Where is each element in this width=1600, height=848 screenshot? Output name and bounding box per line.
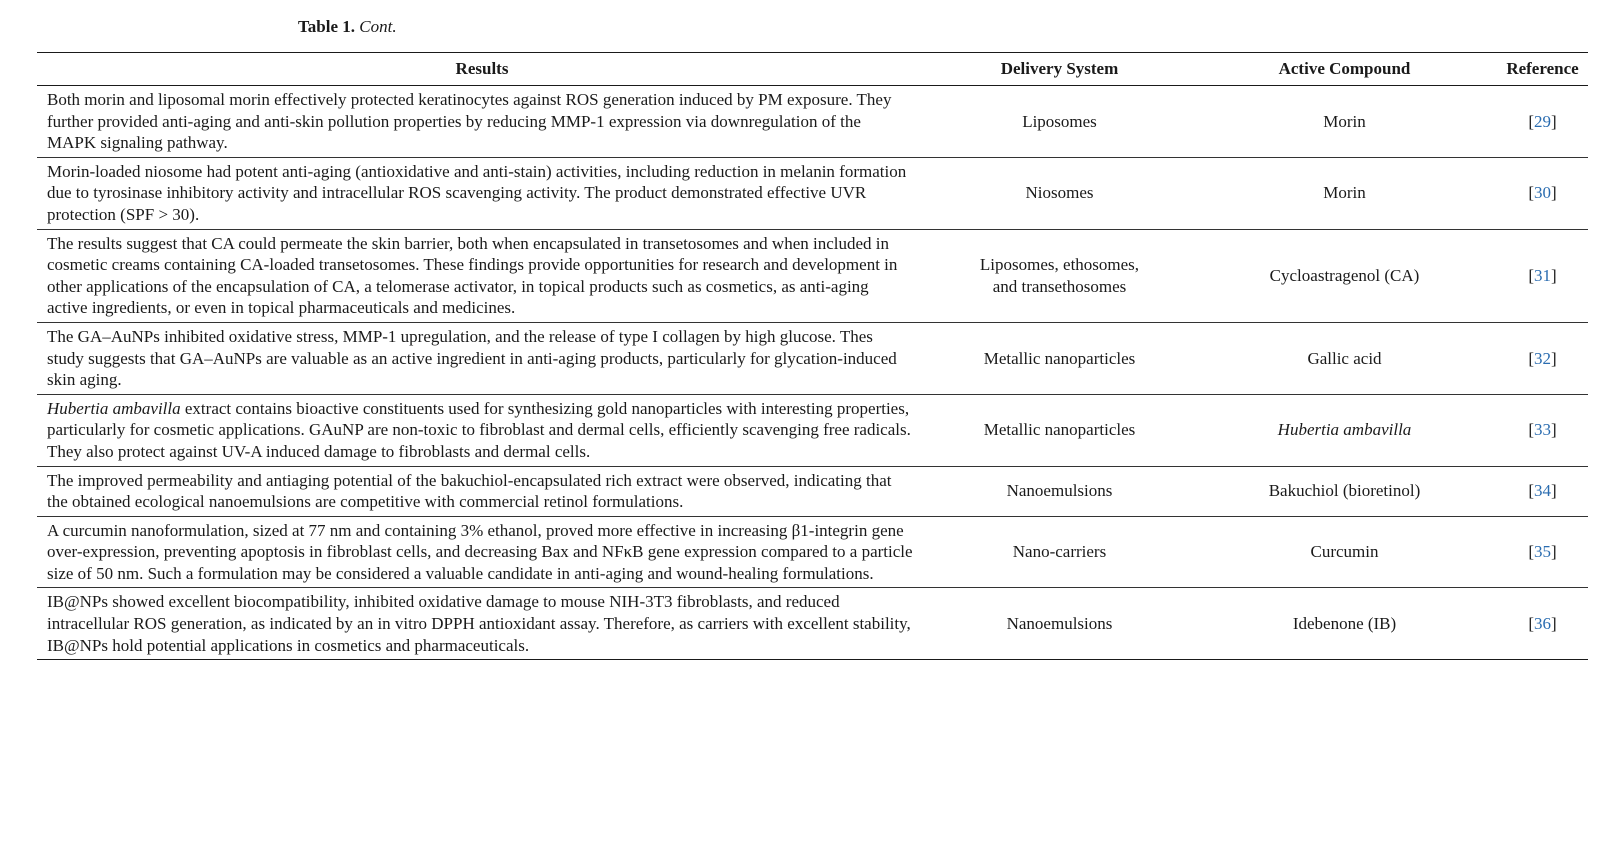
table-row	[37, 466, 1588, 516]
results-text: A curcumin nanoformulation, sized at 77 nm and containing 3% ethanol, proved more effective in increasing β1-integrin gene over-expression, preventing apoptosis in fibroblast cells, and decreasing Bax and NFκB gene expression compared to a particle size of 50 nm. Such a formulation may be considered a valuable candidate in anti-aging and wound-healing formulations.	[47, 520, 913, 583]
reference-close-bracket: ]	[1551, 614, 1557, 634]
header-delivery-system: Delivery System	[1000, 59, 1119, 79]
results-cell	[37, 86, 927, 158]
active-compound-text: Hubertia ambavilla	[1277, 420, 1412, 440]
table-caption	[298, 16, 397, 38]
reference-link[interactable]: 32	[1534, 348, 1551, 368]
reference-link[interactable]: 29	[1534, 111, 1551, 131]
results-species-name: Hubertia ambavilla	[47, 398, 181, 418]
results-cell	[37, 466, 927, 516]
active-compound-cell	[1192, 229, 1497, 322]
reference-cell	[1497, 466, 1588, 516]
results-cell	[37, 394, 927, 466]
reference-open-bracket: [	[1528, 183, 1534, 203]
delivery-system-text-line2: and transethosomes	[992, 276, 1127, 296]
reference-open-bracket: [	[1528, 265, 1534, 285]
header-active-compound: Active Compound	[1278, 59, 1411, 79]
active-compound-cell	[1192, 466, 1497, 516]
delivery-system-cell	[927, 229, 1192, 322]
active-compound-cell	[1192, 516, 1497, 588]
results-text: Both morin and liposomal morin effectively protected keratinocytes against ROS generation induced by PM exposure. They further provided anti-aging and anti-skin pollution properties by reducing MMP-1 expression via downregulation of the MAPK signaling pathway.	[47, 90, 892, 153]
reference-open-bracket: [	[1528, 111, 1534, 131]
reference-link[interactable]: 33	[1534, 420, 1551, 440]
header-reference: Reference	[1506, 59, 1579, 79]
table-row	[37, 229, 1588, 322]
delivery-system-cell	[927, 466, 1192, 516]
results-table	[37, 52, 1588, 660]
active-compound-cell	[1192, 157, 1497, 229]
delivery-system-text: Metallic nanoparticles	[983, 420, 1136, 440]
header-row	[37, 53, 1588, 86]
reference-close-bracket: ]	[1551, 420, 1557, 440]
reference-cell	[1497, 322, 1588, 394]
delivery-system-cell	[927, 86, 1192, 158]
results-text: The GA–AuNPs inhibited oxidative stress, MMP-1 upregulation, and the release of type I collagen by high glucose. Thes study suggests that GA–AuNPs are valuable as an active ingredient in anti-aging products, particularly for glycation-induced skin aging.	[47, 326, 897, 390]
results-cell	[37, 588, 927, 660]
delivery-system-text: Liposomes, ethosomes,	[979, 255, 1140, 275]
results-text: The results suggest that CA could permeate the skin barrier, both when encapsulated in transetosomes and when included in cosmetic creams containing CA-loaded transetosomes. These findings provide opportunities for research and development in other applications of the encapsulation of CA, a telomerase activator, in topical products such as cosmetics, as anti-aging active ingredients, or even in topical pharmaceuticals and medicines.	[47, 233, 898, 318]
active-compound-text: Gallic acid	[1307, 348, 1382, 368]
table-row	[37, 516, 1588, 588]
table-row	[37, 394, 1588, 466]
active-compound-text: Bakuchiol (bioretinol)	[1268, 481, 1421, 501]
reference-link[interactable]: 36	[1534, 614, 1551, 634]
reference-link[interactable]: 35	[1534, 542, 1551, 562]
table-caption-label: Table 1.	[298, 17, 356, 36]
results-cell	[37, 516, 927, 588]
results-cell	[37, 322, 927, 394]
reference-close-bracket: ]	[1551, 348, 1557, 368]
delivery-system-text: Nano-carriers	[1012, 542, 1107, 562]
active-compound-cell	[1192, 86, 1497, 158]
active-compound-cell	[1192, 322, 1497, 394]
active-compound-text: Morin	[1323, 183, 1366, 203]
delivery-system-text: Liposomes	[1022, 111, 1097, 131]
reference-close-bracket: ]	[1551, 481, 1557, 501]
reference-cell	[1497, 516, 1588, 588]
reference-cell	[1497, 157, 1588, 229]
reference-cell	[1497, 229, 1588, 322]
active-compound-text: Curcumin	[1310, 542, 1379, 562]
reference-open-bracket: [	[1528, 420, 1534, 440]
reference-close-bracket: ]	[1551, 111, 1557, 131]
delivery-system-cell	[927, 394, 1192, 466]
results-text: extract contains bioactive constituents used for synthesizing gold nanoparticles with interesting properties, particularly for cosmetic applications. GAuNP are non-toxic to fibroblast and dermal cells, efficiently scavenging free radicals. They also protect against UV-A induced damage to fibroblasts and dermal cells.	[47, 398, 911, 461]
active-compound-cell	[1192, 588, 1497, 660]
reference-link[interactable]: 34	[1534, 481, 1551, 501]
delivery-system-cell	[927, 322, 1192, 394]
table-row	[37, 588, 1588, 660]
results-cell	[37, 157, 927, 229]
reference-cell	[1497, 394, 1588, 466]
delivery-system-cell	[927, 588, 1192, 660]
results-text: The improved permeability and antiaging potential of the bakuchiol-encapsulated rich extract were observed, indicating that the obtained ecological nanoemulsions are competitive with commercial retinol formulations.	[47, 470, 892, 512]
table-row	[37, 157, 1588, 229]
table-caption-continuation: Cont.	[359, 17, 397, 36]
delivery-system-text: Niosomes	[1025, 183, 1094, 203]
reference-open-bracket: [	[1528, 481, 1534, 501]
reference-close-bracket: ]	[1551, 542, 1557, 562]
header-results: Results	[455, 59, 509, 79]
delivery-system-text: Nanoemulsions	[1006, 481, 1113, 501]
reference-close-bracket: ]	[1551, 183, 1557, 203]
delivery-system-cell	[927, 516, 1192, 588]
active-compound-text: Morin	[1323, 111, 1366, 131]
table-row	[37, 322, 1588, 394]
reference-open-bracket: [	[1528, 542, 1534, 562]
delivery-system-text: Metallic nanoparticles	[983, 348, 1136, 368]
active-compound-text: Cycloastragenol (CA)	[1269, 265, 1420, 285]
active-compound-text: Idebenone (IB)	[1292, 614, 1397, 634]
results-text: IB@NPs showed excellent biocompatibility, inhibited oxidative damage to mouse NIH-3T3 fibroblasts, and reduced intracellular ROS generation, as indicated by an in vitro DPPH antioxidant assay. Therefore, as carriers with excellent stability, IB@NPs hold potential applications in cosmetics and pharmaceuticals.	[47, 592, 911, 655]
results-cell	[37, 229, 927, 322]
reference-open-bracket: [	[1528, 348, 1534, 368]
table-body	[37, 86, 1588, 660]
table-row	[37, 86, 1588, 158]
results-text: Morin-loaded niosome had potent anti-aging (antioxidative and anti-stain) activities, including reduction in melanin formation due to tyrosinase inhibitory activity and intracellular ROS scavenging activity. The product demonstrated effective UVR protection (SPF > 30).	[47, 161, 907, 224]
reference-cell	[1497, 86, 1588, 158]
reference-link[interactable]: 31	[1534, 265, 1551, 285]
reference-cell	[1497, 588, 1588, 660]
reference-close-bracket: ]	[1551, 265, 1557, 285]
reference-open-bracket: [	[1528, 614, 1534, 634]
table-header	[37, 53, 1588, 86]
active-compound-cell	[1192, 394, 1497, 466]
delivery-system-text: Nanoemulsions	[1006, 614, 1113, 634]
delivery-system-cell	[927, 157, 1192, 229]
reference-link[interactable]: 30	[1534, 183, 1551, 203]
